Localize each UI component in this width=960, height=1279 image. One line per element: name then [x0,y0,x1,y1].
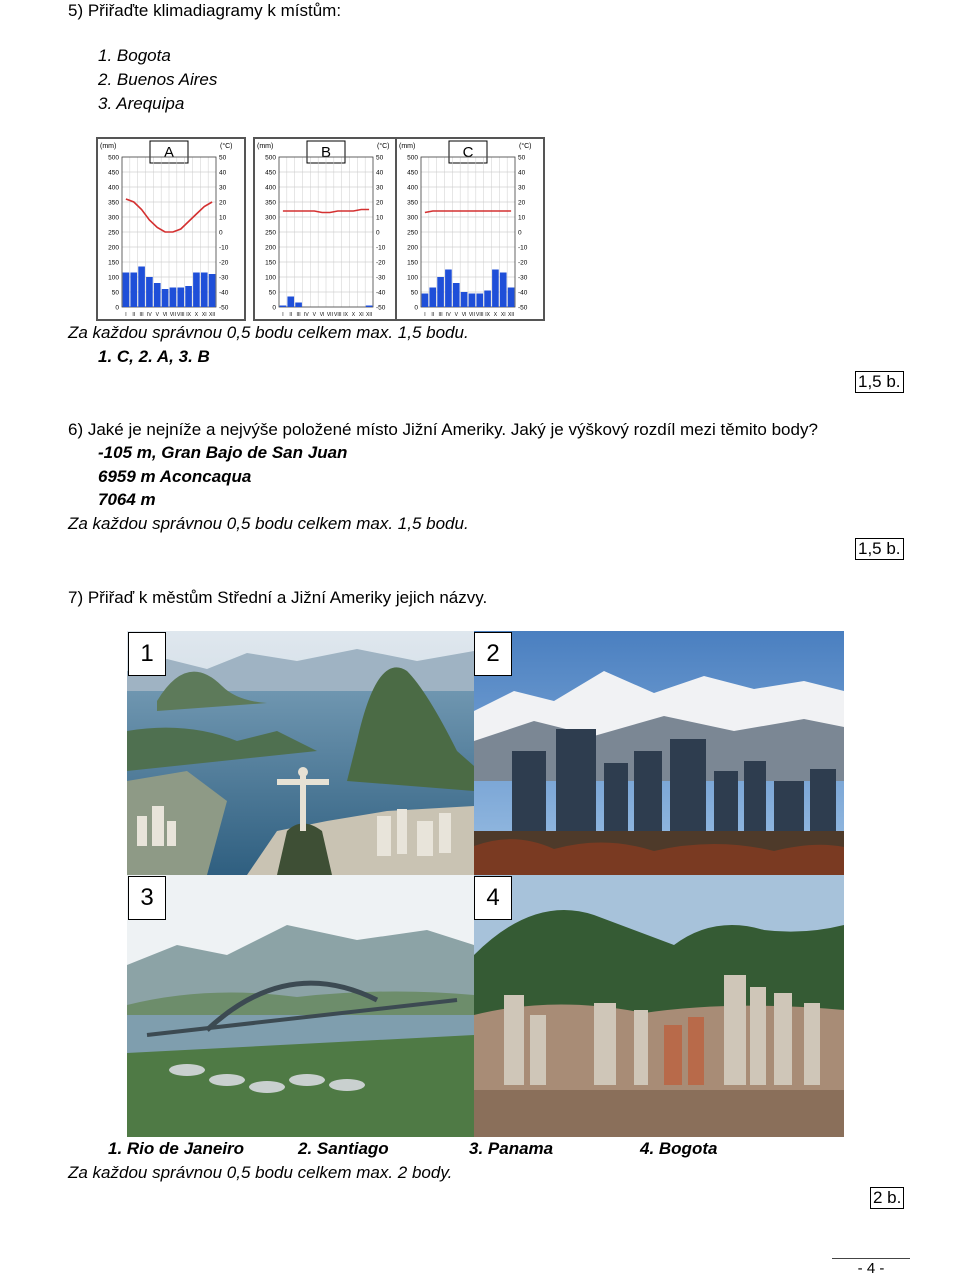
month-tick-label: X [194,312,199,318]
mm-tick-label: 100 [407,274,418,282]
month-tick-label: VI [162,312,168,318]
mm-tick-label: 0 [272,304,276,312]
mm-tick-label: 50 [410,289,418,297]
place-3: 3. Arequipa [98,94,185,113]
mm-tick-label: 150 [108,259,119,267]
celsius-unit-label: (°C) [220,143,233,150]
month-tick-label: IX [485,312,490,318]
mm-tick-label: 450 [265,169,276,177]
precipitation-bar [295,303,302,308]
precipitation-bar [445,270,452,308]
q7-answer-2: 2. Santiago [298,1139,389,1158]
celsius-tick-label: 10 [518,214,526,222]
mm-unit-label: (mm) [100,143,117,150]
month-tick-label: II [431,312,435,318]
month-tick-label: VII [169,312,176,318]
month-tick-label: IX [343,312,348,318]
climate-chart-c [395,137,545,321]
month-tick-label: VIII [475,312,484,318]
celsius-tick-label: 10 [219,214,227,222]
mm-tick-label: 150 [407,259,418,267]
celsius-unit-label: (°C) [519,143,532,150]
celsius-tick-label: 20 [219,199,227,207]
mm-tick-label: 50 [111,289,119,297]
month-tick-label: X [351,312,356,318]
mm-tick-label: 250 [108,229,119,237]
month-tick-label: XI [500,312,506,318]
month-tick-label: VI [319,312,325,318]
month-tick-label: V [155,312,159,318]
celsius-tick-label: -30 [376,274,386,282]
celsius-tick-label: -50 [376,304,386,312]
celsius-tick-label: -30 [219,274,229,282]
q6-answer-3: 7064 m [98,490,156,509]
q7-answer-4: 4. Bogota [640,1139,718,1158]
q7-answer-1: 1. Rio de Janeiro [108,1139,245,1158]
month-tick-label: XI [201,312,207,318]
q5-scoring: Za každou správnou 0,5 bodu celkem max. 1,5 bodu. [68,323,469,342]
month-tick-label: VIII [176,312,185,318]
photo-label-1: 1 [128,632,166,676]
precipitation-bar [492,270,499,308]
photo-label-2: 2 [474,632,512,676]
climate-chart-a [96,137,246,321]
month-tick-label: IV [147,312,152,318]
celsius-tick-label: 50 [518,154,526,162]
celsius-tick-label: -10 [376,244,386,252]
mm-tick-label: 450 [108,169,119,177]
month-tick-label: XI [358,312,364,318]
precipitation-bar [130,273,137,308]
precipitation-bar [201,273,208,308]
precipitation-bar [469,294,476,308]
chart-title: B [320,144,332,161]
month-tick-label: XII [508,312,515,318]
month-tick-label: VII [468,312,475,318]
month-tick-label: I [282,312,284,318]
precipitation-bar [209,274,216,307]
month-tick-label: IV [304,312,309,318]
precipitation-bar [146,277,153,307]
mm-tick-label: 500 [108,154,119,162]
celsius-tick-label: 50 [376,154,384,162]
mm-unit-label: (mm) [257,143,274,150]
precipitation-bar [193,273,200,308]
q6-points: 1,5 b. [855,538,904,560]
celsius-tick-label: 30 [376,184,384,192]
celsius-tick-label: -10 [219,244,229,252]
mm-tick-label: 350 [265,199,276,207]
month-tick-label: IX [186,312,191,318]
mm-tick-label: 250 [407,229,418,237]
q6-answer-2: 6959 m Aconcaqua [98,467,252,486]
precipitation-bar [138,267,145,308]
celsius-tick-label: 30 [518,184,526,192]
precipitation-bar [170,288,177,308]
photo-label-3: 3 [128,876,166,920]
celsius-tick-label: -50 [518,304,528,312]
mm-tick-label: 300 [108,214,119,222]
celsius-tick-label: -20 [219,259,229,267]
q5-heading: 5) Přiřaďte klimadiagramy k místům: [68,1,342,20]
month-tick-label: VIII [333,312,342,318]
month-tick-label: XII [366,312,373,318]
precipitation-bar [185,286,192,307]
precipitation-bar [500,273,507,308]
month-tick-label: XII [209,312,216,318]
q5-points: 1,5 b. [855,371,904,393]
mm-tick-label: 0 [414,304,418,312]
celsius-tick-label: -20 [376,259,386,267]
mm-tick-label: 350 [108,199,119,207]
celsius-tick-label: 30 [219,184,227,192]
mm-unit-label: (mm) [399,143,416,150]
precipitation-bar [453,283,460,307]
q6-scoring: Za každou správnou 0,5 bodu celkem max. 1,5 bodu. [68,514,469,533]
mm-tick-label: 250 [265,229,276,237]
month-tick-label: IV [446,312,451,318]
mm-tick-label: 50 [268,289,276,297]
precipitation-bar [123,273,130,308]
celsius-tick-label: 0 [376,229,380,237]
month-tick-label: III [438,312,443,318]
month-tick-label: II [132,312,136,318]
precipitation-bar [437,277,444,307]
celsius-unit-label: (°C) [377,143,390,150]
celsius-tick-label: -20 [518,259,528,267]
q7-points: 2 b. [870,1187,904,1209]
mm-tick-label: 0 [115,304,119,312]
page-number: - 4 - [832,1258,910,1277]
mm-tick-label: 400 [265,184,276,192]
celsius-tick-label: 20 [376,199,384,207]
precipitation-bar [508,288,515,308]
chart-title: C [462,144,474,161]
q6-answer-1: -105 m, Gran Bajo de San Juan [98,443,348,462]
q5-answer: 1. C, 2. A, 3. B [98,347,210,366]
celsius-tick-label: -50 [219,304,229,312]
mm-tick-label: 500 [407,154,418,162]
photo-bogota [474,875,844,1137]
celsius-tick-label: -40 [219,289,229,297]
celsius-tick-label: 10 [376,214,384,222]
celsius-tick-label: 50 [219,154,227,162]
mm-tick-label: 200 [265,244,276,252]
precipitation-bar [154,283,161,307]
celsius-tick-label: 40 [219,169,227,177]
precipitation-bar [461,292,468,307]
precipitation-bar [366,306,373,308]
precipitation-bar [422,294,429,308]
mm-tick-label: 200 [407,244,418,252]
celsius-tick-label: -30 [518,274,528,282]
mm-tick-label: 200 [108,244,119,252]
month-tick-label: I [424,312,426,318]
climate-chart-b [253,137,403,321]
celsius-tick-label: 40 [376,169,384,177]
photo-label-4: 4 [474,876,512,920]
mm-tick-label: 150 [265,259,276,267]
month-tick-label: VII [326,312,333,318]
chart-title: A [163,144,175,161]
q7-scoring: Za každou správnou 0,5 bodu celkem max. 2 body. [68,1163,453,1182]
month-tick-label: V [454,312,458,318]
month-tick-label: V [312,312,316,318]
month-tick-label: VI [461,312,467,318]
celsius-tick-label: 0 [518,229,522,237]
celsius-tick-label: -40 [518,289,528,297]
precipitation-bar [162,289,169,307]
celsius-tick-label: 40 [518,169,526,177]
q7-answer-3: 3. Panama [469,1139,554,1158]
precipitation-bar [484,291,491,308]
q7-heading: 7) Přiřaď k městům Střední a Jižní Ameriky jejich názvy. [68,588,488,607]
photo-santiago [474,631,844,875]
celsius-tick-label: -10 [518,244,528,252]
mm-tick-label: 400 [108,184,119,192]
mm-tick-label: 100 [108,274,119,282]
q6-heading: 6) Jaké je nejníže a nejvýše položené místo Jižní Ameriky. Jaký je výškový rozdíl mezi těmito body? [68,420,818,439]
month-tick-label: I [125,312,127,318]
precipitation-bar [280,306,287,308]
mm-tick-label: 450 [407,169,418,177]
mm-tick-label: 300 [407,214,418,222]
photo-rio-de-janeiro [127,631,474,875]
mm-tick-label: 400 [407,184,418,192]
precipitation-bar [429,288,436,308]
mm-tick-label: 100 [265,274,276,282]
mm-tick-label: 300 [265,214,276,222]
month-tick-label: II [289,312,293,318]
month-tick-label: X [493,312,498,318]
precipitation-bar [287,297,294,308]
mm-tick-label: 350 [407,199,418,207]
photo-panama [127,875,474,1137]
precipitation-bar [476,294,483,308]
celsius-tick-label: 0 [219,229,223,237]
mm-tick-label: 500 [265,154,276,162]
place-1: 1. Bogota [98,46,171,65]
precipitation-bar [177,288,184,308]
celsius-tick-label: 20 [518,199,526,207]
place-2: 2. Buenos Aires [98,70,218,89]
month-tick-label: III [296,312,301,318]
month-tick-label: III [139,312,144,318]
celsius-tick-label: -40 [376,289,386,297]
